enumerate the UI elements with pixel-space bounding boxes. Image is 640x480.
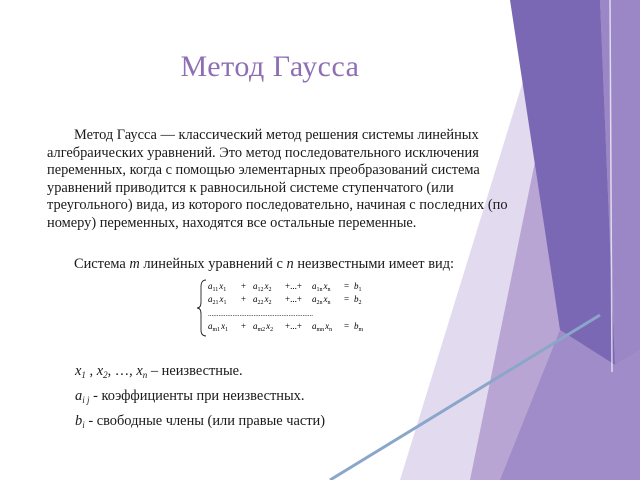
coef-a: a <box>253 281 258 291</box>
system-dots-row: ............................................................ <box>208 310 313 318</box>
var-n: n <box>286 256 294 272</box>
free-terms-line <box>75 412 325 434</box>
intro-paragraph: Метод Гаусса — классический метод решения системы линейных алгебраических уравнений. Это метод последовательного исключения переменных, когда с помощью элементарных преобразований система уравнений приводится к равносильной системе ступенчатого (или треугольного) вида, из которого последовательно, начиная с последних (по номеру) переменных, находятся все остальные переменные. <box>47 127 508 231</box>
equation-system <box>190 278 390 338</box>
coef-a: a <box>312 281 317 291</box>
svg-text:am2x2 <box>253 321 273 333</box>
svg-text:am1x1 <box>208 321 228 333</box>
coef-sub: 22 <box>257 300 264 306</box>
var-x: x <box>264 294 269 304</box>
plus-dots: +...+ <box>285 321 302 331</box>
coef-a: a <box>75 388 83 404</box>
var-x: x <box>136 363 143 379</box>
rhs-b: b <box>354 294 359 304</box>
equation-row-1 <box>208 281 362 293</box>
coef-sub: 12 <box>257 287 264 293</box>
system-intro-text-3: неизвестными имеет вид: <box>293 256 455 272</box>
plus-dots: +...+ <box>285 281 302 291</box>
svg-text:a21x1 <box>208 294 227 306</box>
equals-sign: = <box>344 281 350 291</box>
system-intro-text-2: линейных уравнений с <box>139 256 287 272</box>
free-terms-text: - свободные члены (или правые части) <box>84 413 326 429</box>
coefficients-line <box>75 387 304 409</box>
rhs-b: b <box>354 321 359 331</box>
unknowns-line <box>75 362 243 384</box>
var-x: x <box>221 321 226 331</box>
rhs-sub: m <box>358 327 364 333</box>
svg-text:a22x2 <box>253 294 272 306</box>
plus-sign: + <box>241 294 247 304</box>
system-brace <box>197 280 206 336</box>
coef-a: a <box>312 321 317 331</box>
equation-row-3 <box>208 321 364 333</box>
system-intro-paragraph <box>47 256 525 274</box>
plus-dots: +...+ <box>285 294 302 304</box>
var-x: x <box>323 281 328 291</box>
coef-sub: m1 <box>212 327 221 333</box>
rhs-b: b <box>75 413 83 429</box>
plus-sign: + <box>241 321 247 331</box>
svg-text:amnxn <box>312 321 332 333</box>
equation-row-2 <box>208 294 362 306</box>
separator: , …, <box>107 363 137 379</box>
var-x: x <box>219 294 224 304</box>
coef-sub: 1n <box>316 287 323 293</box>
var-x: x <box>96 363 104 379</box>
svg-text:a1nxn <box>312 281 331 293</box>
var-sub: n <box>327 300 331 306</box>
rhs-sub: 2 <box>358 300 362 306</box>
rhs-sub: i <box>82 420 85 430</box>
var-sub: 2 <box>268 300 272 306</box>
coefficients-text: - коэффициенты при неизвестных. <box>89 388 305 404</box>
equals-sign: = <box>344 294 350 304</box>
coef-sub: 2n <box>316 300 323 306</box>
svg-text:b2 <box>354 294 362 306</box>
var-x: x <box>266 321 271 331</box>
coef-a: a <box>208 281 213 291</box>
coef-a: a <box>208 321 213 331</box>
equals-sign: = <box>344 321 350 331</box>
coef-sub: i j <box>82 395 90 405</box>
coef-a: a <box>253 321 258 331</box>
svg-text:a12x2 <box>253 281 272 293</box>
coef-sub: 21 <box>212 300 219 306</box>
coef-sub: m2 <box>257 327 266 333</box>
svg-text:bm <box>354 321 364 333</box>
var-x: x <box>323 294 328 304</box>
var-x: x <box>75 363 82 379</box>
var-m: m <box>129 256 140 272</box>
rhs-sub: 1 <box>358 287 362 293</box>
var-sub: 1 <box>81 370 86 380</box>
svg-text:a2nxn <box>312 294 331 306</box>
coef-sub: 11 <box>212 287 219 293</box>
var-sub: 2 <box>270 327 274 333</box>
coef-sub: mn <box>316 327 325 333</box>
slide-title: Метод Гаусса <box>180 50 360 83</box>
separator: , <box>85 363 97 379</box>
rhs-b: b <box>354 281 359 291</box>
var-sub: 2 <box>268 287 272 293</box>
svg-text:b1 <box>354 281 362 293</box>
var-sub: n <box>142 370 148 380</box>
var-sub: n <box>329 327 333 333</box>
plus-sign: + <box>241 281 247 291</box>
var-sub: n <box>327 287 331 293</box>
unknowns-text: – неизвестные. <box>147 363 243 379</box>
svg-text:a11x1 <box>208 281 226 293</box>
coef-a: a <box>312 294 317 304</box>
var-x: x <box>325 321 330 331</box>
var-sub: 1 <box>223 300 227 306</box>
coef-a: a <box>253 294 258 304</box>
var-sub: 2 <box>103 370 108 380</box>
var-x: x <box>264 281 269 291</box>
coef-a: a <box>208 294 213 304</box>
var-sub: 1 <box>223 287 227 293</box>
var-x: x <box>219 281 224 291</box>
system-intro-text-1: Система <box>74 256 130 272</box>
var-sub: 1 <box>225 327 229 333</box>
